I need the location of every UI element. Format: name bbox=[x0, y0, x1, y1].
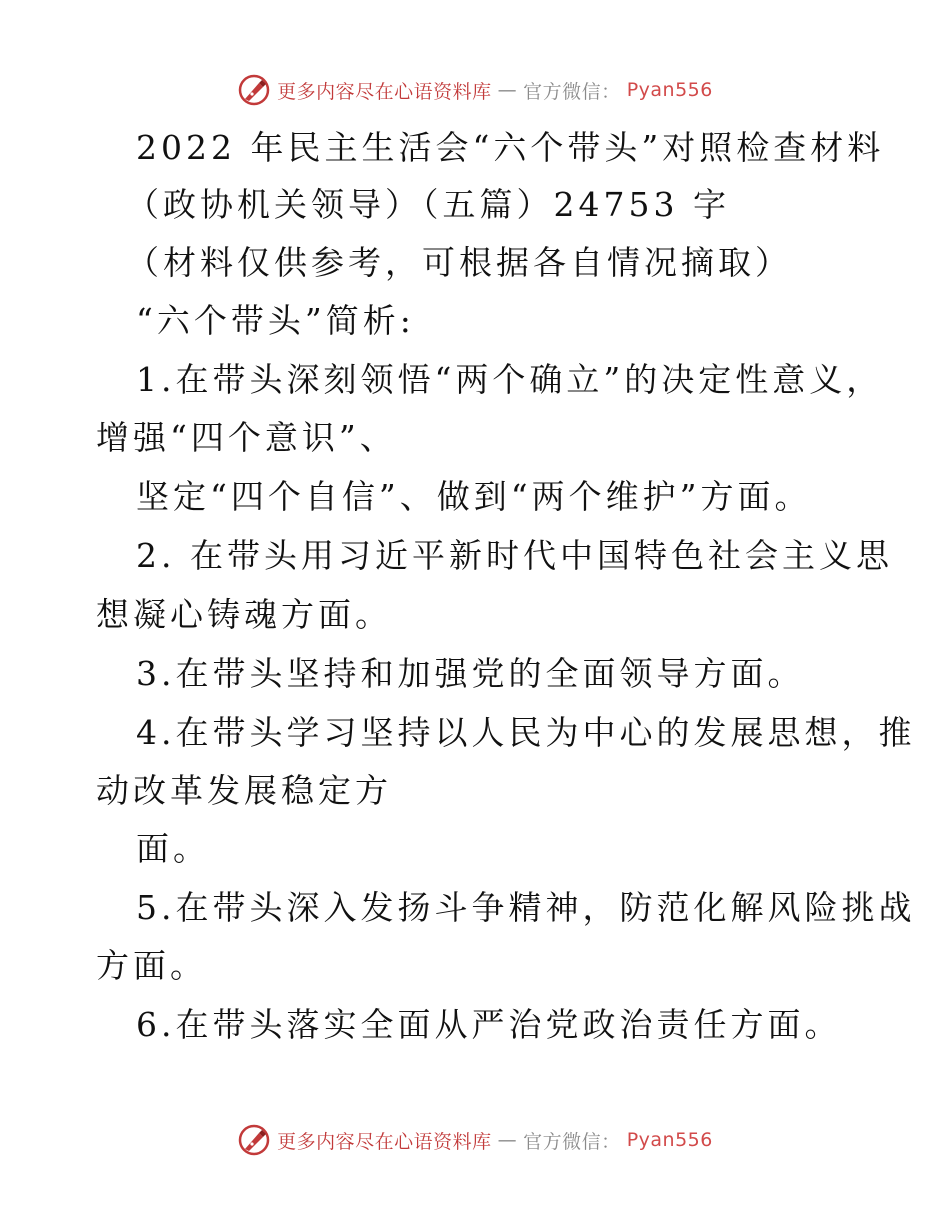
header-banner bbox=[0, 68, 950, 112]
list-item-1-line-3: 坚定“四个自信”、做到“两个维护”方面。 bbox=[136, 477, 812, 516]
document-title-line-1: 2022 年民主生活会“六个带头”对照检查材料 bbox=[136, 128, 885, 167]
list-item-6-line-1: 6.在带头落实全面从严治党政治责任方面。 bbox=[136, 1005, 842, 1044]
fountain-pen-logo-icon bbox=[237, 1123, 271, 1157]
banner-official-text: 官方微信： bbox=[523, 1130, 621, 1153]
banner-separator: — bbox=[497, 79, 518, 101]
banner-site-text: 更多内容尽在心语资料库 bbox=[277, 80, 492, 103]
document-note: （材料仅供参考，可根据各自情况摘取） bbox=[126, 243, 792, 282]
banner-separator: — bbox=[497, 1129, 518, 1151]
list-item-5-line-2: 方面。 bbox=[96, 946, 207, 985]
document-title-line-2: （政协机关领导）（五篇）24753 字 bbox=[126, 185, 730, 224]
banner-wechat-id: Pyan556 bbox=[626, 1129, 713, 1151]
list-item-4-line-3: 面。 bbox=[136, 829, 210, 868]
list-item-1-line-2: 增强“四个意识”、 bbox=[96, 418, 397, 457]
list-item-2-line-1: 2. 在带头用习近平新时代中国特色社会主义思 bbox=[136, 536, 893, 575]
banner-site-text: 更多内容尽在心语资料库 bbox=[277, 1130, 492, 1153]
fountain-pen-logo-icon bbox=[237, 73, 271, 107]
banner-wechat-id: Pyan556 bbox=[626, 79, 713, 101]
banner-official-text: 官方微信： bbox=[523, 80, 621, 103]
list-item-4-line-1: 4.在带头学习坚持以人民为中心的发展思想，推 bbox=[136, 713, 916, 752]
list-item-5-line-1: 5.在带头深入发扬斗争精神，防范化解风险挑战 bbox=[136, 888, 916, 927]
list-item-1-line-1: 1.在带头深刻领悟“两个确立”的决定性意义， bbox=[136, 360, 884, 399]
footer-banner bbox=[0, 1118, 950, 1162]
list-item-4-line-2: 动改革发展稳定方 bbox=[96, 771, 392, 810]
list-item-2-line-2: 想凝心铸魂方面。 bbox=[96, 595, 392, 634]
list-item-3-line-1: 3.在带头坚持和加强党的全面领导方面。 bbox=[136, 654, 805, 693]
section-heading: “六个带头”简析: bbox=[136, 301, 415, 340]
